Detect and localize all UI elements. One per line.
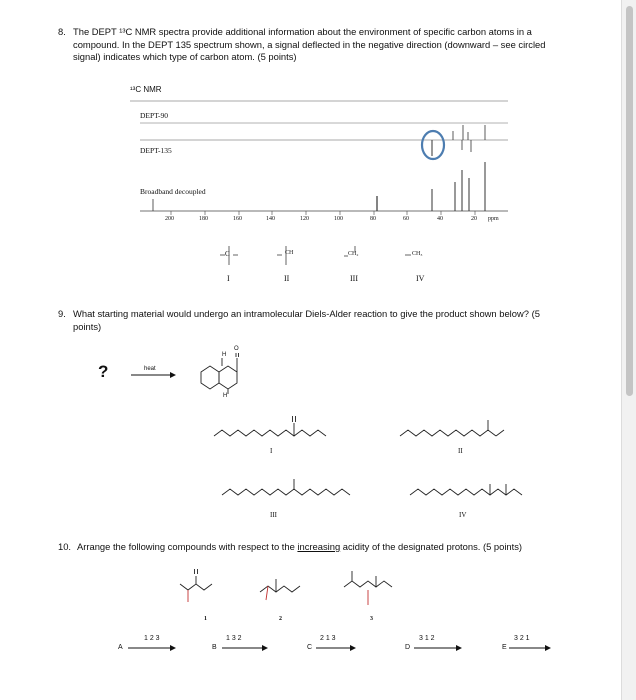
compound-1-label: 1 — [204, 616, 207, 622]
compound-2-label: 2 — [279, 616, 282, 622]
compound-3-structure — [344, 571, 392, 605]
vertical-scrollbar[interactable] — [621, 0, 636, 700]
compound-1-structure — [180, 569, 212, 602]
question-8-text: The DEPT ¹³C NMR spectra provide additional information about the environment of specific carbon atoms in a compound. In the DEPT 135 spectrum shown, a signal deflected in the negative direction (downward – see circled signal) indicates which type of carbon atom. (5 points) — [73, 26, 546, 63]
answer-c-order: 2 1 3 — [320, 635, 336, 642]
heat-label: heat — [144, 366, 156, 372]
dept-90-label: DEPT-90 — [140, 111, 169, 120]
unknown-starting-material: ? — [98, 362, 109, 381]
scrollbar-thumb[interactable] — [626, 6, 633, 396]
answer-a-letter: A — [118, 644, 123, 651]
option-ii-structure — [400, 420, 504, 436]
answer-d-letter: D — [405, 644, 411, 651]
question-10-underlined: increasing — [297, 541, 341, 552]
broadband-label: Broadband decoupled — [140, 187, 206, 196]
ppm-tick-label: 120 — [300, 216, 309, 222]
nmr-spectrum-title: ¹³C NMR — [130, 85, 162, 94]
answer-b-letter: B — [212, 644, 217, 651]
option-iv-structure — [410, 484, 522, 495]
reaction-arrowhead — [170, 372, 176, 378]
answer-arrows — [128, 645, 551, 651]
answer-e-letter: E — [502, 644, 507, 651]
question-8 — [58, 26, 558, 64]
ppm-tick-label: 140 — [266, 216, 275, 222]
answer-e-order: 3 2 1 — [514, 635, 530, 642]
question-9-text: What starting material would undergo an intramolecular Diels-Alder reaction to give the product shown below? (5 points) — [73, 308, 540, 332]
choice-i-formula: C — [225, 250, 230, 258]
question-10 — [58, 541, 578, 554]
compound-3-label: 3 — [370, 616, 373, 622]
choice-iii-formula: CH₂ — [348, 251, 359, 257]
ppm-tick-label: 20 — [471, 216, 477, 222]
option-i-structure — [214, 416, 326, 436]
ppm-axis-ticks — [171, 211, 475, 215]
answer-b-order: 1 3 2 — [226, 635, 242, 642]
choice-ii-formula: CH — [285, 250, 294, 256]
ppm-tick-label: 160 — [233, 216, 242, 222]
product-atom-o: O — [234, 346, 239, 352]
answer-d-order: 3 1 2 — [419, 635, 435, 642]
option-iii-structure — [222, 479, 350, 495]
ppm-tick-label: 80 — [370, 216, 376, 222]
choice-iii-label: III — [350, 274, 358, 283]
question-9-number: 9. — [58, 308, 66, 319]
question-9 — [58, 308, 558, 333]
choice-i-label: I — [227, 274, 230, 283]
choice-iv-label: IV — [416, 274, 425, 283]
ppm-tick-label: 180 — [199, 216, 208, 222]
question-10-text — [77, 541, 578, 554]
circled-signal — [422, 131, 444, 159]
ppm-tick-label: 60 — [403, 216, 409, 222]
answer-a-order: 1 2 3 — [144, 635, 160, 642]
product-structure — [201, 353, 239, 394]
ppm-tick-label: 100 — [334, 216, 343, 222]
product-atom-h-bottom: H — [223, 393, 228, 399]
ppm-tick-label: 40 — [437, 216, 443, 222]
answer-c-letter: C — [307, 644, 313, 651]
choice-iv-formula: CH₃ — [412, 251, 423, 257]
question-10-number: 10. — [58, 541, 72, 552]
choice-ii-label: II — [284, 274, 290, 283]
ppm-tick-label: 200 — [165, 216, 174, 222]
ppm-unit: ppm — [488, 216, 499, 222]
dept-135-label: DEPT-135 — [140, 146, 172, 155]
question-8-number: 8. — [58, 26, 66, 37]
product-atom-h: H — [222, 352, 227, 358]
option-i-label: I — [270, 447, 273, 455]
option-iii-label: III — [270, 511, 277, 519]
option-ii-label: II — [458, 447, 463, 455]
compound-2-structure — [260, 579, 300, 600]
question-10-text-before: Arrange the following compounds with respect to the — [77, 541, 298, 552]
option-iv-label: IV — [459, 511, 467, 519]
question-10-text-after: acidity of the designated protons. (5 points) — [340, 541, 523, 552]
